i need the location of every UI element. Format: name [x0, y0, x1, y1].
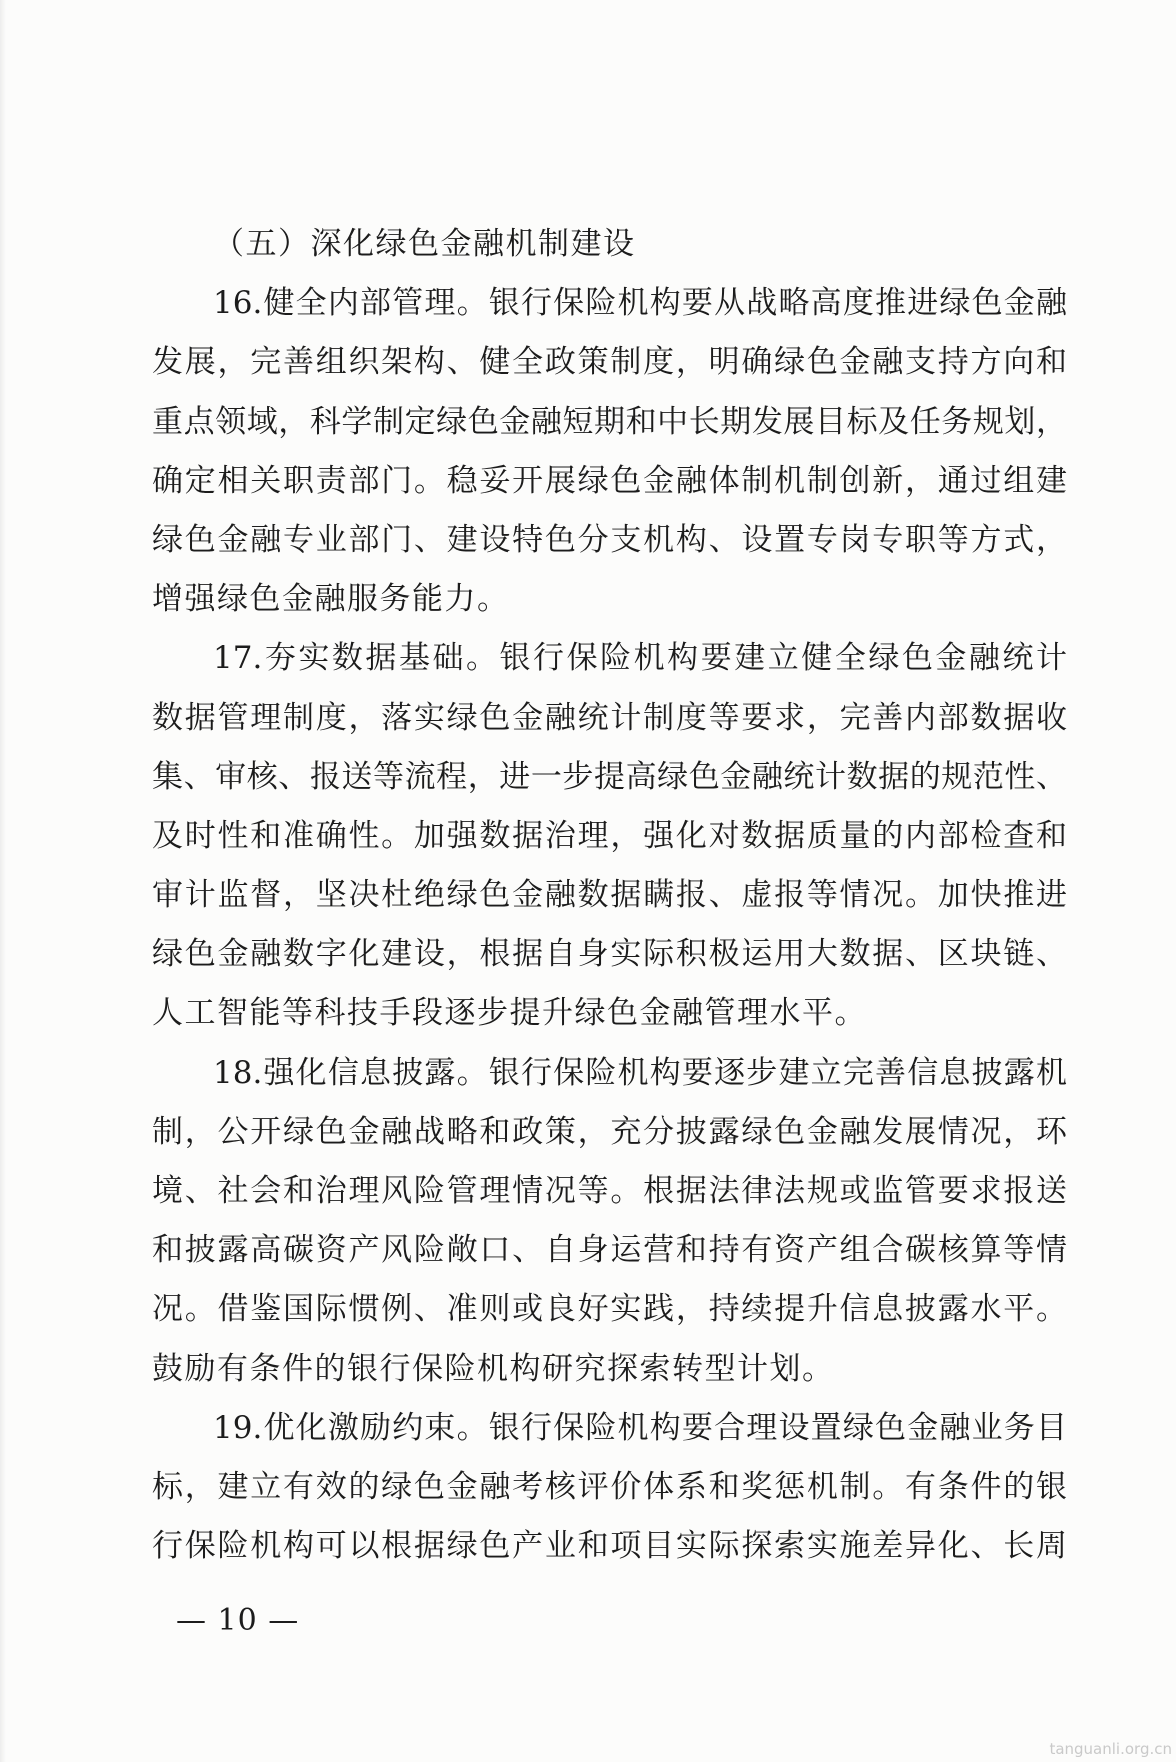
text-line: 绿色金融专业部门、建设特色分支机构、设置专岗专职等方式，	[152, 521, 1067, 558]
text-line: 重点领域，科学制定绿色金融短期和中长期发展目标及任务规划，	[152, 403, 1067, 440]
text-line: 19.优化激励约束。银行保险机构要合理设置绿色金融业务目	[213, 1409, 1067, 1446]
text-line: 数据管理制度，落实绿色金融统计制度等要求，完善内部数据收	[152, 699, 1067, 736]
text-line: 确定相关职责部门。稳妥开展绿色金融体制机制创新，通过组建	[152, 462, 1067, 499]
paragraph-18	[152, 1044, 1067, 1399]
text-line: 绿色金融数字化建设，根据自身实际积极运用大数据、区块链、	[152, 936, 1067, 973]
text-line: 和披露高碳资产风险敞口、自身运营和持有资产组合碳核算等情	[152, 1232, 1067, 1269]
document-body	[152, 215, 1067, 1576]
scan-shadow-edge	[0, 0, 6, 1762]
text-line: 鼓励有条件的银行保险机构研究探索转型计划。	[152, 1350, 835, 1387]
paragraph-17	[152, 629, 1067, 1043]
text-line: 境、社会和治理风险管理情况等。根据法律法规或监管要求报送	[152, 1173, 1067, 1209]
text-line: 集、审核、报送等流程，进一步提高绿色金融统计数据的规范性、	[152, 758, 1067, 795]
text-line: 标，建立有效的绿色金融考核评价体系和奖惩机制。有条件的银	[152, 1468, 1067, 1505]
text-line: 况。借鉴国际惯例、准则或良好实践，持续提升信息披露水平。	[152, 1291, 1067, 1328]
text-line: 制，公开绿色金融战略和政策，充分披露绿色金融发展情况，环	[152, 1113, 1067, 1150]
text-line: 行保险机构可以根据绿色产业和项目实际探索实施差异化、长周	[152, 1528, 1067, 1565]
text-line: 人工智能等科技手段逐步提升绿色金融管理水平。	[152, 995, 867, 1032]
text-line: 及时性和准确性。加强数据治理，强化对数据质量的内部检查和	[152, 817, 1067, 854]
text-line: 16.健全内部管理。银行保险机构要从战略高度推进绿色金融	[213, 285, 1067, 322]
text-line: 发展，完善组织架构、健全政策制度，明确绿色金融支持方向和	[152, 344, 1067, 381]
text-line: 增强绿色金融服务能力。	[152, 581, 510, 618]
paragraph-16	[152, 274, 1067, 629]
watermark: tanguanli.org.cn	[1049, 1740, 1172, 1758]
page-number: — 10 —	[176, 1603, 300, 1638]
section-heading: （五）深化绿色金融机制建设	[213, 226, 636, 262]
paragraph-19	[152, 1399, 1067, 1577]
text-line: 17.夯实数据基础。银行保险机构要建立健全绿色金融统计	[213, 640, 1067, 677]
text-line: 18.强化信息披露。银行保险机构要逐步建立完善信息披露机	[213, 1054, 1067, 1091]
text-line: 审计监督，坚决杜绝绿色金融数据瞒报、虚报等情况。加快推进	[152, 877, 1067, 914]
